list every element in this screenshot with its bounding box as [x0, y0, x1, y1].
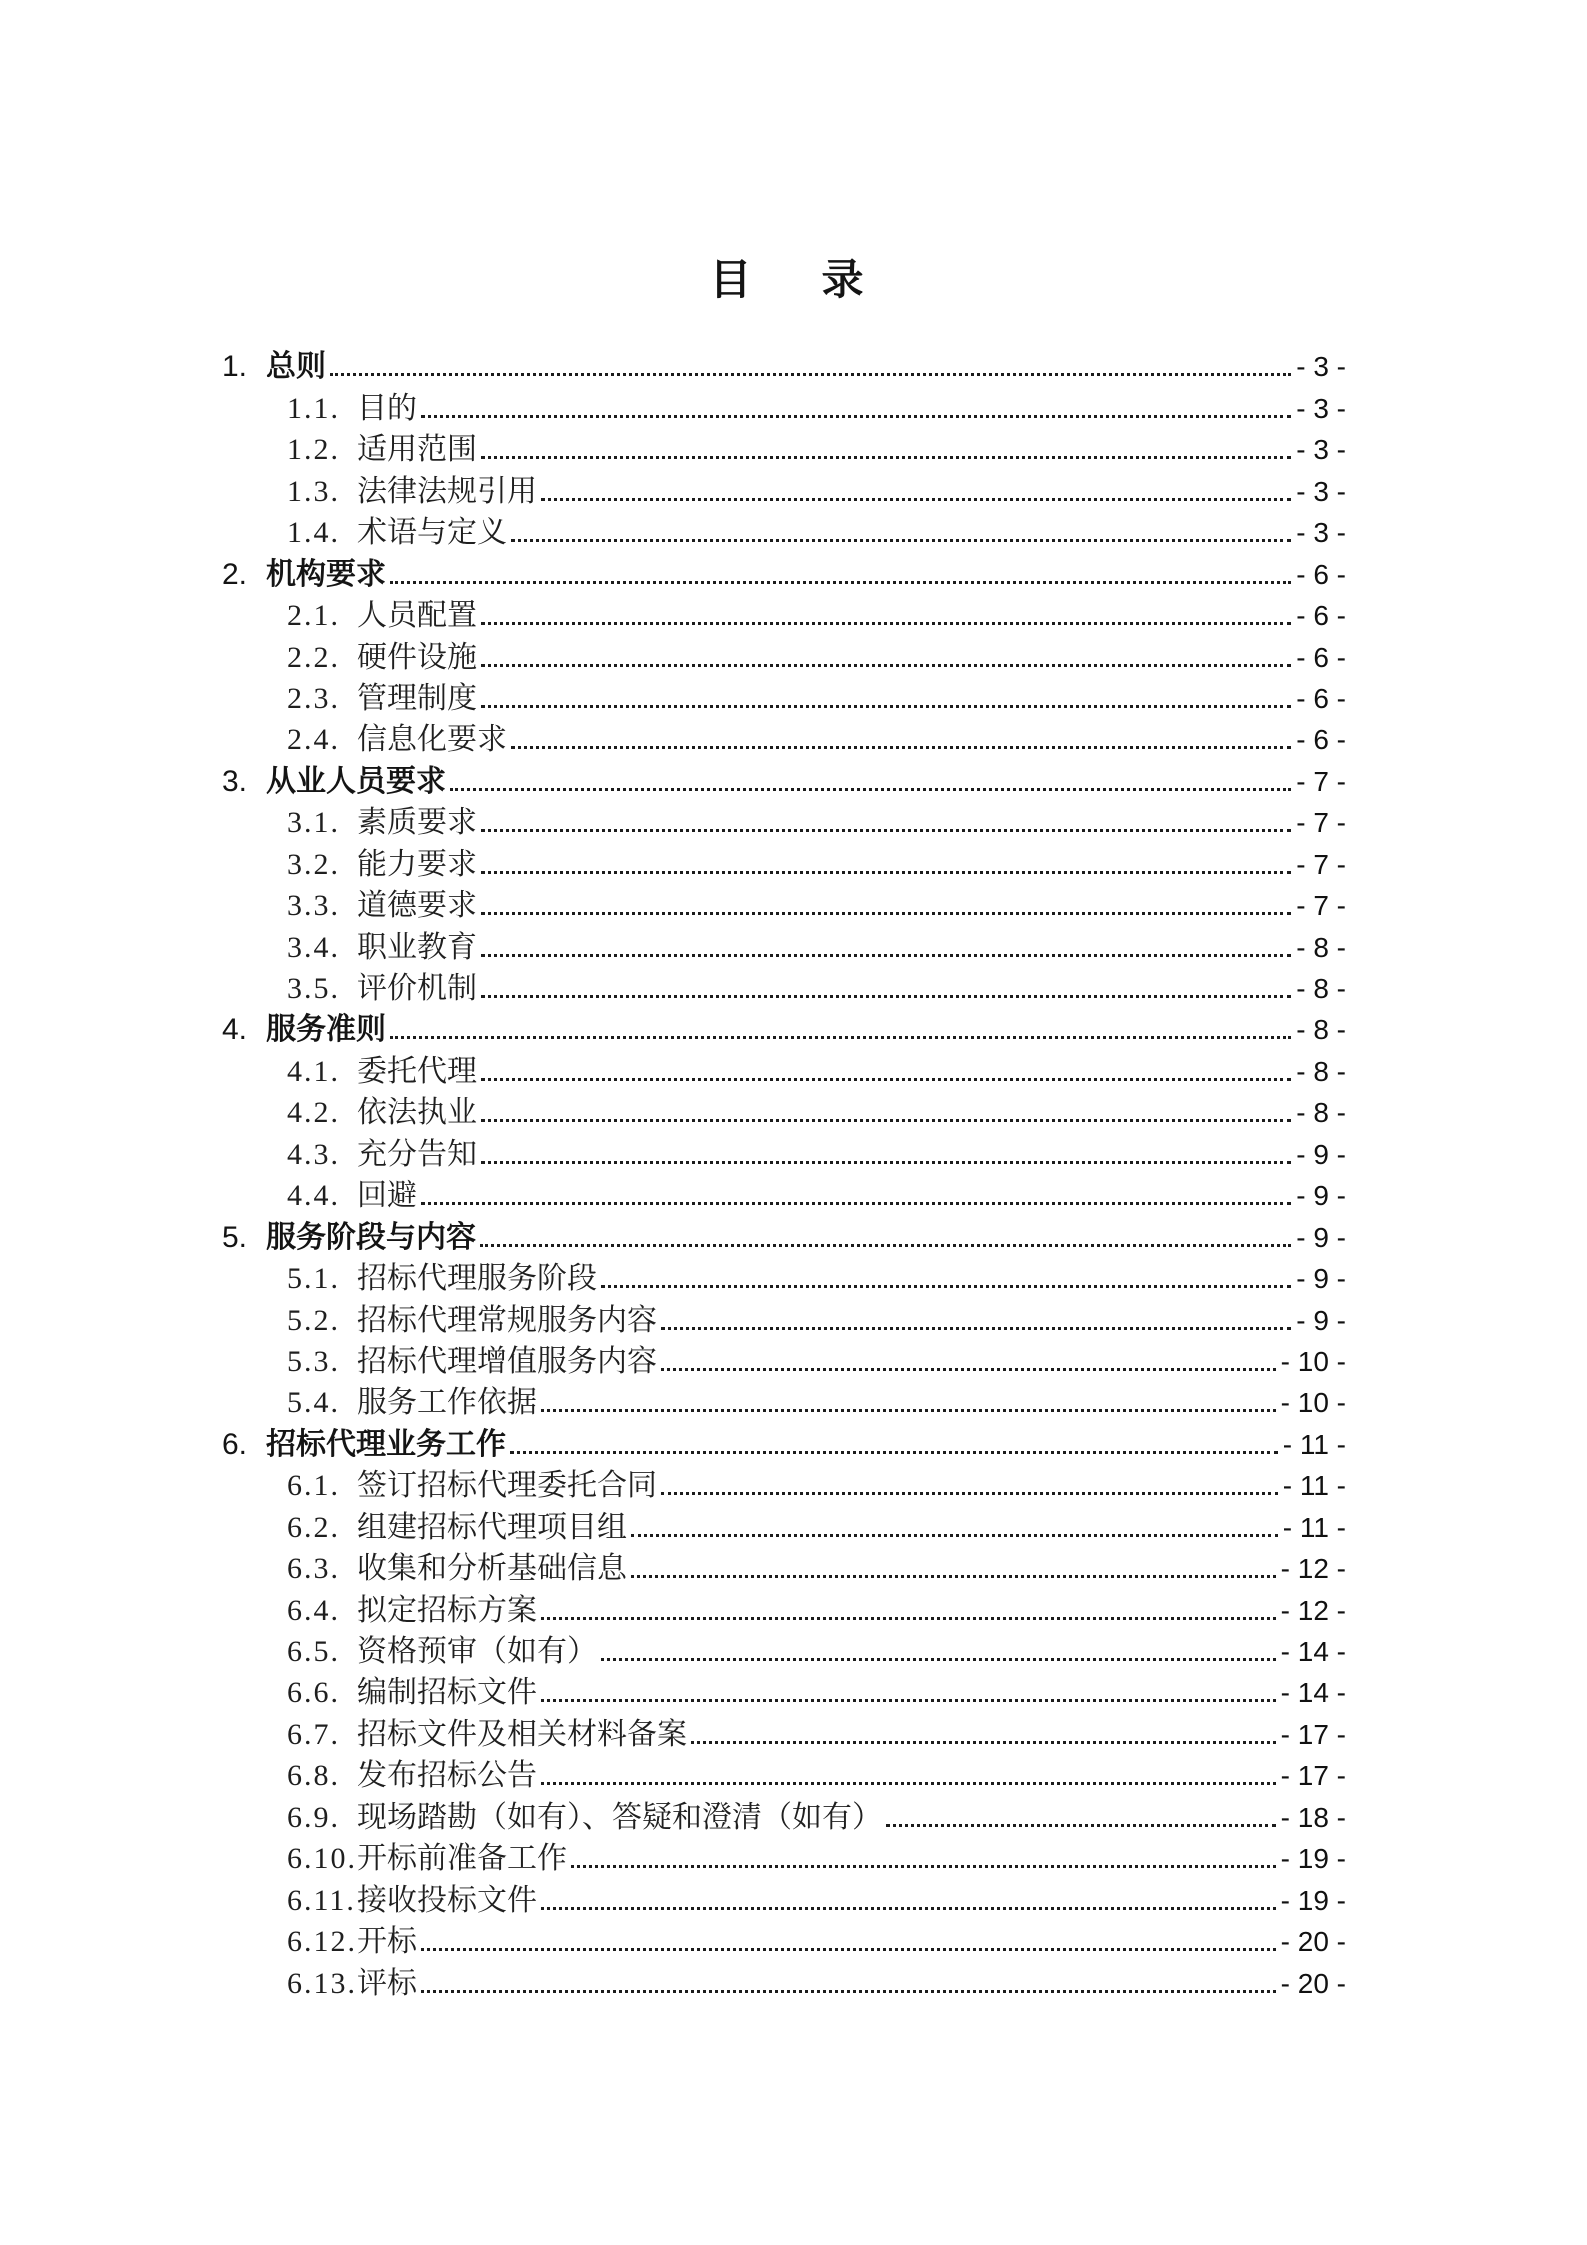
toc-entry-number: 6.11. — [287, 1883, 356, 1917]
toc-entry-label: 拟定招标方案 — [357, 1593, 537, 1627]
toc-entry-number: 3.5. — [287, 972, 340, 1005]
toc-page-number: - 8 - — [1296, 1055, 1346, 1087]
toc-entry-number: 6.13. — [287, 1966, 357, 2000]
toc-entry-number: 1.2. — [287, 433, 340, 467]
toc-page-number: - 7 - — [1296, 765, 1346, 797]
toc-page-number: - 6 - — [1296, 600, 1346, 632]
toc-leader-dots — [541, 498, 1291, 501]
toc-leader-dots — [541, 1409, 1276, 1412]
toc-leader-dots — [481, 871, 1291, 874]
toc-entry[interactable] — [222, 1007, 1346, 1048]
toc-entry[interactable] — [222, 1877, 1346, 1918]
toc-entry-number: 2.4. — [287, 723, 340, 757]
toc-entry[interactable] — [222, 1214, 1346, 1255]
toc-entry-label: 硬件设施 — [357, 640, 477, 674]
toc-leader-dots — [481, 664, 1291, 667]
toc-entry-number: 6.5. — [287, 1635, 340, 1668]
toc-entry-label: 发布招标公告 — [357, 1759, 537, 1793]
toc-leader-dots — [541, 1907, 1276, 1910]
toc-page-number: - 6 - — [1296, 558, 1346, 590]
toc-page-number: - 11 - — [1282, 1470, 1346, 1502]
toc-entry-label: 编制招标文件 — [357, 1676, 537, 1710]
toc-entry[interactable] — [222, 1711, 1346, 1752]
toc-entry-number: 1.3. — [287, 474, 340, 508]
toc-page-number: - 9 - — [1296, 1263, 1346, 1295]
toc-entry-number: 5. — [222, 1220, 248, 1254]
toc-entry-number: 2.2. — [287, 640, 340, 674]
toc-page-number: - 12 - — [1280, 1594, 1346, 1626]
toc-leader-dots — [330, 373, 1291, 376]
toc-leader-dots — [541, 1617, 1276, 1620]
toc-entry-label: 现场踏勘（如有）、答疑和澄清（如有） — [357, 1800, 882, 1834]
toc-leader-dots — [511, 746, 1291, 749]
toc-entry-number: 5.4. — [287, 1386, 340, 1420]
toc-page-number: - 19 - — [1280, 1843, 1346, 1875]
toc-entry-number: 4.1. — [287, 1054, 340, 1088]
toc-entry-label: 目的 — [357, 391, 417, 425]
toc-entry-number: 6.1. — [287, 1469, 340, 1503]
toc-entry-label: 服务阶段与内容 — [266, 1220, 476, 1254]
toc-page-number: - 3 - — [1296, 475, 1346, 507]
toc-leader-dots — [421, 1948, 1276, 1951]
toc-entry[interactable] — [222, 717, 1346, 758]
toc-entry-label: 评价机制 — [357, 972, 477, 1005]
toc-entry-number: 4.4. — [287, 1179, 340, 1213]
toc-entry-number: 4. — [222, 1013, 248, 1047]
toc-entry[interactable] — [222, 1421, 1346, 1462]
toc-entry-number: 4.3. — [287, 1137, 340, 1171]
toc-entry[interactable] — [222, 344, 1346, 385]
toc-leader-dots — [601, 1285, 1291, 1288]
toc-entry-number: 6.8. — [287, 1759, 340, 1793]
toc-leader-dots — [390, 1036, 1291, 1039]
toc-entry-label: 术语与定义 — [357, 516, 507, 550]
toc-leader-dots — [450, 788, 1291, 791]
toc-entry-number: 3.2. — [287, 847, 340, 881]
toc-leader-dots — [481, 829, 1291, 832]
toc-entry-label: 充分告知 — [357, 1137, 477, 1171]
toc-leader-dots — [661, 1368, 1276, 1371]
toc-entry-label: 收集和分析基础信息 — [357, 1552, 627, 1586]
toc-entry-label: 签订招标代理委托合同 — [357, 1469, 657, 1503]
toc-entry-label: 接收投标文件 — [357, 1883, 537, 1917]
toc-entry[interactable] — [222, 841, 1346, 882]
toc-page-number: - 9 - — [1296, 1138, 1346, 1170]
toc-leader-dots — [541, 1782, 1276, 1785]
toc-entry-label: 委托代理 — [357, 1054, 477, 1088]
toc-entry-label: 依法执业 — [357, 1096, 477, 1130]
toc-entry[interactable] — [222, 468, 1346, 509]
toc-leader-dots — [541, 1699, 1276, 1702]
toc-entry-number: 1.1. — [287, 391, 340, 425]
toc-entry[interactable] — [222, 1339, 1346, 1380]
toc-entry-label: 法律法规引用 — [357, 474, 537, 508]
toc-entry[interactable] — [222, 1753, 1346, 1794]
toc-entry-label: 道德要求 — [357, 889, 477, 923]
toc-page-number: - 11 - — [1282, 1511, 1346, 1543]
toc-leader-dots — [421, 1202, 1291, 1205]
toc-leader-dots — [481, 705, 1291, 708]
toc-page-number: - 3 - — [1296, 392, 1346, 424]
toc-entry-number: 5.3. — [287, 1344, 340, 1378]
toc-entry-number: 3. — [222, 764, 248, 798]
toc-leader-dots — [661, 1327, 1291, 1330]
toc-entry-number: 3.4. — [287, 930, 340, 964]
toc-page-number: - 8 - — [1296, 973, 1346, 1004]
toc-entry[interactable] — [222, 1173, 1346, 1214]
toc-entry[interactable] — [222, 1256, 1346, 1297]
toc-leader-dots — [571, 1865, 1276, 1868]
toc-entry[interactable] — [222, 593, 1346, 634]
toc-entry-label: 招标文件及相关材料备案 — [357, 1717, 687, 1751]
toc-leader-dots — [480, 1244, 1291, 1247]
toc-entry-number: 1.4. — [287, 516, 340, 550]
table-of-contents — [222, 344, 1346, 2002]
toc-entry-label: 信息化要求 — [357, 723, 507, 757]
toc-page-number: - 19 - — [1280, 1884, 1346, 1916]
toc-entry[interactable] — [222, 1090, 1346, 1131]
toc-entry[interactable] — [222, 1546, 1346, 1587]
toc-leader-dots — [481, 912, 1291, 915]
toc-page-number: - 9 - — [1296, 1304, 1346, 1336]
toc-entry-number: 6.9. — [287, 1800, 340, 1834]
toc-entry[interactable] — [222, 758, 1346, 799]
toc-page-number: - 17 - — [1280, 1718, 1346, 1750]
toc-entry[interactable] — [222, 1131, 1346, 1172]
toc-page-number: - 8 - — [1296, 1014, 1346, 1046]
toc-page-number: - 6 - — [1296, 682, 1346, 714]
toc-page-number: - 7 - — [1296, 848, 1346, 880]
toc-entry[interactable] — [222, 1048, 1346, 1089]
toc-entry[interactable] — [222, 1670, 1346, 1711]
toc-entry[interactable] — [222, 385, 1346, 426]
toc-entry[interactable] — [222, 1504, 1346, 1545]
toc-page-number: - 6 - — [1296, 641, 1346, 673]
toc-entry-label: 回避 — [357, 1179, 417, 1213]
toc-page-number: - 12 - — [1280, 1553, 1346, 1585]
toc-entry-label: 招标代理常规服务内容 — [357, 1303, 657, 1337]
toc-entry-label: 招标代理业务工作 — [266, 1427, 506, 1461]
toc-entry[interactable] — [222, 1836, 1346, 1877]
toc-entry[interactable] — [222, 676, 1346, 717]
toc-entry-number: 1. — [222, 350, 248, 384]
toc-entry-label: 适用范围 — [357, 433, 477, 467]
toc-leader-dots — [691, 1741, 1276, 1744]
toc-entry-label: 组建招标代理项目组 — [357, 1510, 627, 1544]
toc-entry-label: 服务工作依据 — [357, 1386, 537, 1420]
toc-entry-number: 4.2. — [287, 1096, 340, 1130]
toc-leader-dots — [511, 539, 1291, 542]
toc-entry[interactable] — [222, 1960, 1346, 2001]
toc-entry[interactable] — [222, 1587, 1346, 1628]
toc-entry[interactable] — [222, 1297, 1346, 1338]
toc-leader-dots — [481, 1078, 1291, 1081]
toc-page-number: - 10 - — [1280, 1345, 1346, 1377]
toc-leader-dots — [481, 954, 1291, 957]
toc-page-number: - 10 - — [1280, 1387, 1346, 1419]
toc-page-number: - 18 - — [1280, 1801, 1346, 1833]
toc-entry-number: 5.1. — [287, 1262, 340, 1296]
toc-leader-dots — [421, 1990, 1276, 1993]
toc-entry-number: 2.1. — [287, 599, 340, 633]
toc-entry-label: 服务准则 — [266, 1013, 386, 1047]
toc-entry-label: 能力要求 — [357, 847, 477, 881]
toc-entry-number: 6.10. — [287, 1842, 357, 1876]
toc-entry-number: 6.7. — [287, 1717, 340, 1751]
toc-page-number: - 14 - — [1280, 1636, 1346, 1667]
toc-entry-number: 2. — [222, 557, 248, 591]
toc-leader-dots — [481, 622, 1291, 625]
toc-leader-dots — [390, 581, 1291, 584]
toc-leader-dots — [631, 1534, 1278, 1537]
toc-entry-number: 6.2. — [287, 1510, 340, 1544]
toc-entry[interactable] — [222, 1380, 1346, 1421]
toc-page-number: - 17 - — [1280, 1760, 1346, 1792]
toc-leader-dots — [421, 415, 1291, 418]
toc-leader-dots — [886, 1824, 1276, 1827]
toc-page-number: - 9 - — [1296, 1221, 1346, 1253]
toc-entry-label: 评标 — [357, 1966, 417, 2000]
toc-entry-number: 2.3. — [287, 681, 340, 715]
toc-entry[interactable] — [222, 883, 1346, 924]
toc-page-number: - 11 - — [1282, 1428, 1346, 1460]
toc-entry-label: 开标前准备工作 — [357, 1842, 567, 1876]
toc-entry-number: 6.6. — [287, 1676, 340, 1710]
toc-leader-dots — [481, 1161, 1291, 1164]
toc-entry[interactable] — [222, 966, 1346, 1007]
toc-page-number: - 8 - — [1296, 1097, 1346, 1129]
toc-entry[interactable] — [222, 634, 1346, 675]
toc-entry[interactable] — [222, 510, 1346, 551]
toc-entry-label: 总则 — [266, 350, 326, 384]
toc-page-number: - 7 - — [1296, 890, 1346, 922]
toc-entry-number: 6.4. — [287, 1593, 340, 1627]
toc-page-number: - 6 - — [1296, 724, 1346, 756]
toc-page-number: - 14 - — [1280, 1677, 1346, 1709]
toc-leader-dots — [661, 1492, 1278, 1495]
toc-entry-label: 职业教育 — [357, 930, 477, 964]
toc-entry[interactable] — [222, 427, 1346, 468]
toc-page-number: - 7 - — [1296, 807, 1346, 839]
toc-entry-label: 机构要求 — [266, 557, 386, 591]
toc-leader-dots — [481, 1119, 1291, 1122]
toc-entry[interactable] — [222, 1794, 1346, 1835]
toc-entry[interactable] — [222, 1919, 1346, 1960]
toc-page-number: - 3 - — [1296, 517, 1346, 549]
toc-entry-label: 素质要求 — [357, 806, 477, 840]
toc-entry-label: 开标 — [357, 1925, 417, 1959]
toc-entry-number: 6. — [222, 1427, 248, 1461]
toc-entry-label: 从业人员要求 — [266, 764, 446, 798]
toc-entry[interactable] — [222, 551, 1346, 592]
toc-leader-dots — [601, 1658, 1276, 1661]
toc-entry[interactable] — [222, 800, 1346, 841]
toc-entry[interactable] — [222, 1629, 1346, 1670]
toc-entry-label: 资格预审（如有） — [357, 1635, 597, 1668]
toc-entry-number: 5.2. — [287, 1303, 340, 1337]
toc-entry-label: 人员配置 — [357, 599, 477, 633]
toc-entry-number: 6.12. — [287, 1925, 357, 1959]
toc-leader-dots — [481, 995, 1291, 998]
toc-entry-label: 招标代理服务阶段 — [357, 1262, 597, 1296]
toc-page-number: - 8 - — [1296, 931, 1346, 963]
toc-leader-dots — [481, 456, 1291, 459]
toc-page-number: - 9 - — [1296, 1180, 1346, 1212]
toc-entry-number: 6.3. — [287, 1552, 340, 1586]
page-title: 目 录 — [709, 258, 878, 304]
toc-page-number: - 3 - — [1296, 351, 1346, 383]
toc-leader-dots — [510, 1451, 1278, 1454]
toc-entry[interactable] — [222, 1463, 1346, 1504]
toc-entry-number: 3.3. — [287, 889, 340, 923]
toc-page-number: - 3 - — [1296, 434, 1346, 466]
toc-page-number: - 20 - — [1280, 1926, 1346, 1958]
toc-page-number: - 20 - — [1280, 1967, 1346, 1999]
toc-entry-label: 管理制度 — [357, 681, 477, 715]
toc-entry-number: 3.1. — [287, 806, 340, 840]
toc-entry[interactable] — [222, 924, 1346, 965]
toc-entry-label: 招标代理增值服务内容 — [357, 1344, 657, 1378]
toc-leader-dots — [631, 1575, 1276, 1578]
